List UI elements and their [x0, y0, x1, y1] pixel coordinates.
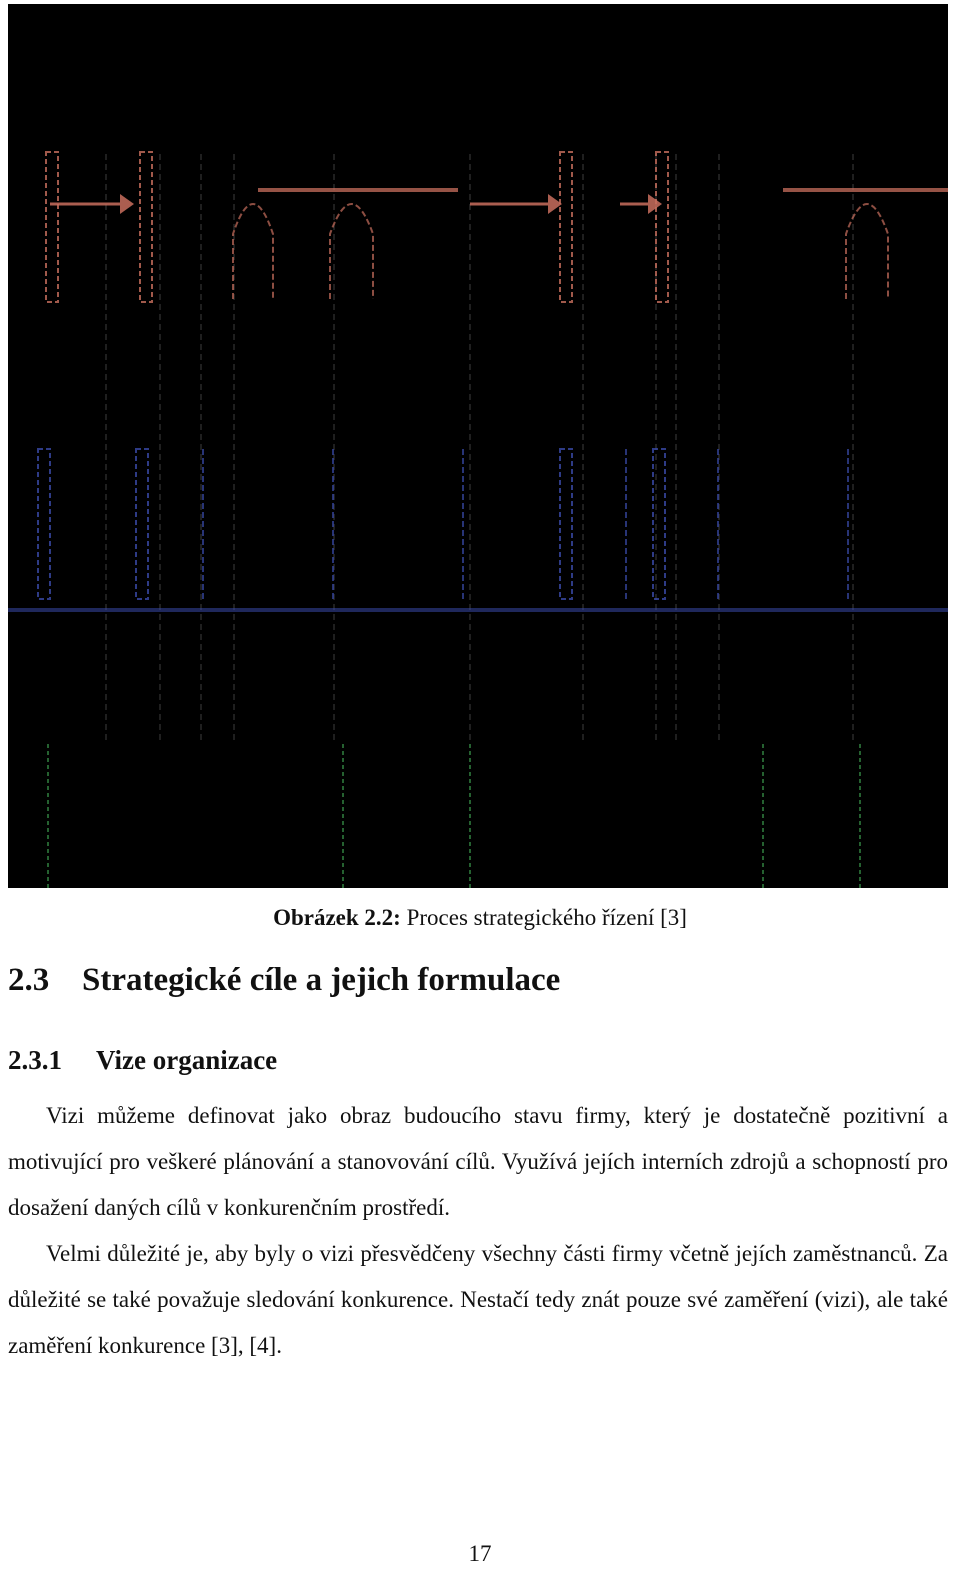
- feedback-loop: [846, 204, 888, 299]
- page-number: 17: [468, 1541, 492, 1566]
- strategic-process-diagram: [8, 4, 948, 888]
- figure-caption: [0, 902, 960, 934]
- strategic-block: [140, 152, 152, 302]
- implementation-block: [560, 449, 572, 599]
- paragraph: Velmi důležité je, aby byly o vizi přesvědčeny všechny části firmy včetně jejích zaměstnanců. Za důležité se také považuje sledování konkurence. Nestačí tedy znát pouze své zaměření (vizi), ale také zaměření konkurence [3], [4].: [8, 1241, 948, 1358]
- subsection-title: Vize organizace: [96, 1045, 278, 1075]
- feedback-loop: [330, 204, 373, 299]
- strategic-block: [656, 152, 668, 302]
- process-figure: [8, 4, 948, 888]
- subsection-number: 2.3.1: [8, 1045, 62, 1075]
- section-number: 2.3: [8, 962, 50, 998]
- paragraph: Vizi můžeme definovat jako obraz budoucího stavu firmy, který je dostatečně pozitivní a motivující pro veškeré plánování a stanovování cílů. Využívá jejích interních zdrojů a schopností pro dosažení daných cílů v konkurenčním prostředí.: [8, 1103, 948, 1220]
- implementation-block: [38, 449, 50, 599]
- strategic-block: [46, 152, 58, 302]
- section-title: Strategické cíle a jejich formulace: [82, 962, 561, 998]
- figure-caption-label: Obrázek 2.2:: [273, 905, 401, 930]
- feedback-loop: [233, 204, 273, 299]
- implementation-block: [136, 449, 148, 599]
- arrow-head: [120, 194, 134, 214]
- section-heading: [8, 958, 560, 1002]
- strategic-block: [560, 152, 572, 302]
- implementation-block: [653, 449, 665, 599]
- figure-caption-text: Proces strategického řízení [3]: [406, 905, 687, 930]
- body-text: [8, 1093, 948, 1369]
- subsection-heading: [8, 1041, 277, 1079]
